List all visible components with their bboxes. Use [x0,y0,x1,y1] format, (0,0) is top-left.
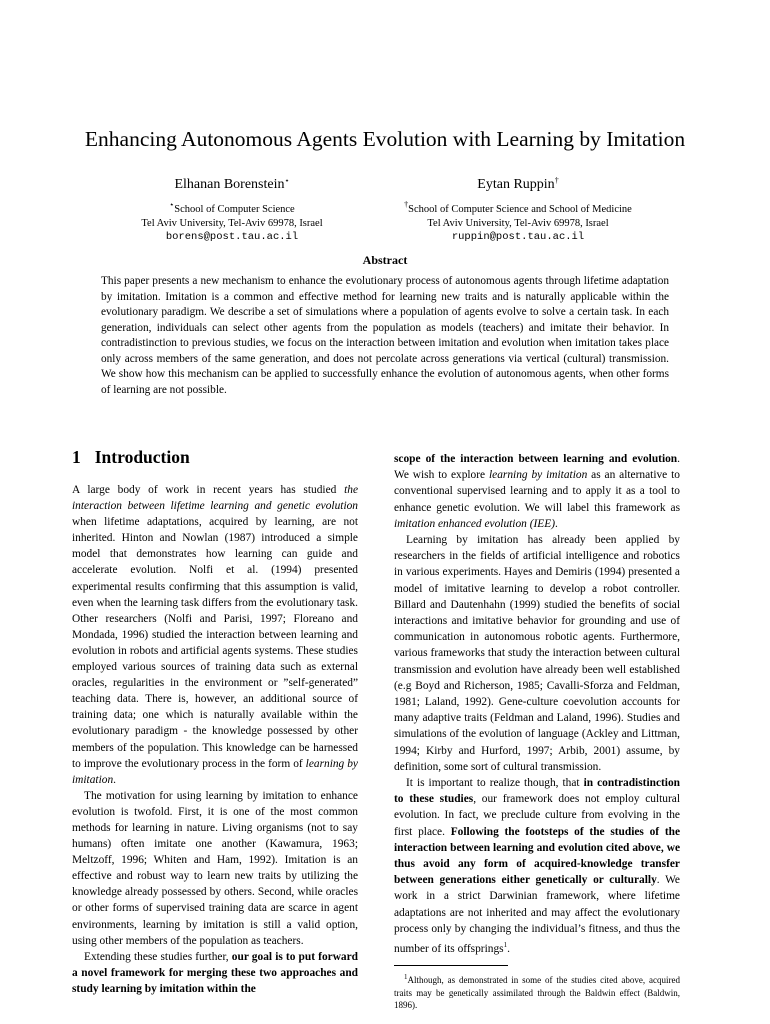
author-name: Elhanan Borenstein⋆ [174,176,290,192]
text-run: , our framework does not employ cultural evolution. In fact, we preclude culture from evolving in the first place. [394,793,680,838]
author-block-1 [92,172,372,244]
footnote-divider [394,965,508,966]
text-run: learning by imitation [489,469,588,482]
text-run: . We work in a strict Darwinian framework, where lifetime adaptations are not inherited and may affect the evolutionary process only by changing the individual’s fitness, and thus the number of its offsprings [394,874,680,956]
author-affiliation: ⋆School of Computer Science [169,200,295,215]
text-run: The motivation for using learning by imitation to enhance evolution is twofold. First, it is one of the most common methods for learning in nature. Living organisms (not to say humans) often imitate one another (Kawamura, 1963; Meltzoff, 1996; Whiten and Ham, 1992). Imitation is an effective and robust way to learn new traits by utilizing the knowledge already possessed by others. Second, while oracles or other forms of supervised training data are scarce in agent environments, learning by imitation is still a valid option, using other members of the population as teachers. [72,789,358,947]
body-paragraph [72,482,358,788]
text-run: Extending these studies further, [84,950,232,963]
text-run: Learning by imitation has already been applied by researchers in the fields of artificial intelligence and robotics in various experiments. Hayes and Demiris (1994) presented a model of imitative learning to develop a robot controller. Billard and Dautenhahn (1999) studied the benefits of social interactions and imitative behavior for grounding and use of communication in autonomous robotic agents. Furthermore, various frameworks that study the interaction between cultural transmission and evolution have already been well established (e.g Boyd and Richerson, 1985; Cavalli-Sforza and Feldman, 1981; Laland, 1992). Gene-culture coevolution accounts for many adaptive traits (Feldman and Laland, 1996). Studies and simulations of the evolution of language (Ackley and Littman, 1994; Kirby and Hurford, 1997; Arbib, 2001) assume, by definition, some sort of cultural transmission. [394,534,680,773]
body-paragraph [394,775,680,957]
abstract-heading: Abstract [362,253,408,267]
paper-title: Enhancing Autonomous Agents Evolution with Learning by Imitation [84,127,686,151]
text-run: . [555,517,558,530]
body-paragraph [394,451,680,532]
text-run: imitation enhanced evolution (IEE) [394,517,556,530]
text-run: . We wish to explore [394,453,680,482]
text-run: A large body of work in recent years has studied [72,484,345,496]
text-run: as an alternative to conventional supervised learning and to apply it as a tool to enhance genetic evolution. We will label this framework as [394,469,680,514]
text-run: the interaction between lifetime learning and genetic evolution [72,484,358,513]
footnote: $^1$Although, as demonstrated in some of the studies cited above, acquired traits may be genetically assimilated through the Baldwin effect (Baldwin, 1896). [394,973,680,1011]
author-email: ruppin@post.tau.ac.il [451,231,585,243]
author-affiliation-address: Tel Aviv University, Tel-Aviv 69978, Israel [427,217,609,229]
body-paragraph [72,788,358,949]
author-name: Eytan Ruppin† [477,176,559,192]
left-column [72,446,358,997]
section-heading: 1 Introduction [72,447,190,467]
text-run: our goal is to put forward a novel framework for merging these two approaches and study learning by imitation within the [72,950,359,995]
body-paragraph [394,532,680,775]
right-column [394,451,680,1012]
text-run: . [507,943,510,956]
author-email: borens@post.tau.ac.il [165,231,299,243]
text-run: . [113,773,116,786]
text-run: learning by imitation [72,757,358,786]
text-run: Following the footsteps of the studies of the interaction between learning and evolution cited above, we thus avoid any form of acquired-knowledge transfer between generations either genetically or culturally [394,825,680,887]
text-run: It is important to realize though, that [406,777,584,790]
body-paragraph [72,949,358,997]
author-block-2 [368,172,668,244]
author-affiliation-address: Tel Aviv University, Tel-Aviv 69978, Israel [141,217,323,229]
text-run: scope of the interaction between learning and evolution [394,453,678,465]
footnote-reference: 1 [503,941,508,950]
text-run: in contradistinction to these studies [394,777,680,806]
author-affiliation: †School of Computer Science and School of Medicine [404,200,632,215]
text-run: when lifetime adaptations, acquired by learning, are not inherited. Hinton and Nowlan (1987) introduced a simple model that demonstrates how learning can guide and accelerate evolution. Nolfi et al. (1994) presented experimental results confirming that this assumption is valid, even when the learning task differs from the evolutionary task. Other researchers (Nolfi and Parisi, 1997; Floreano and Mondada, 1996) studied the interaction between learning and evolution in robots and artificial agents systems. These studies employed various sources of training data such as external oracles, regularities in the environment or ”self-generated” teaching data. There is, however, an additional source of training data; one which is naturally available within the evolutionary paradigm - the knowledge possessed by other members of the population. This knowledge can be harnessed to improve the evolutionary process in the form of [72,516,358,770]
abstract-text: This paper presents a new mechanism to enhance the evolutionary process of autonomous agents through lifetime adaptation by imitation. Imitation is a common and effective method for learning new traits and is naturally applicable within the evolutionary paradigm. We describe a set of simulations where a population of agents evolve to solve a certain task. In each generation, individuals can select other agents from the population as models (teachers) and imitate their behavior. In contradistinction to previous studies, we focus on the interaction between imitation and evolution when imitation takes place only across members of the same generation, and does not percolate across generations via vertical (cultural) transmission. We show how this mechanism can be applied to successfully enhance the evolution of autonomous agents, when other forms of learning are not possible. [101,275,669,396]
